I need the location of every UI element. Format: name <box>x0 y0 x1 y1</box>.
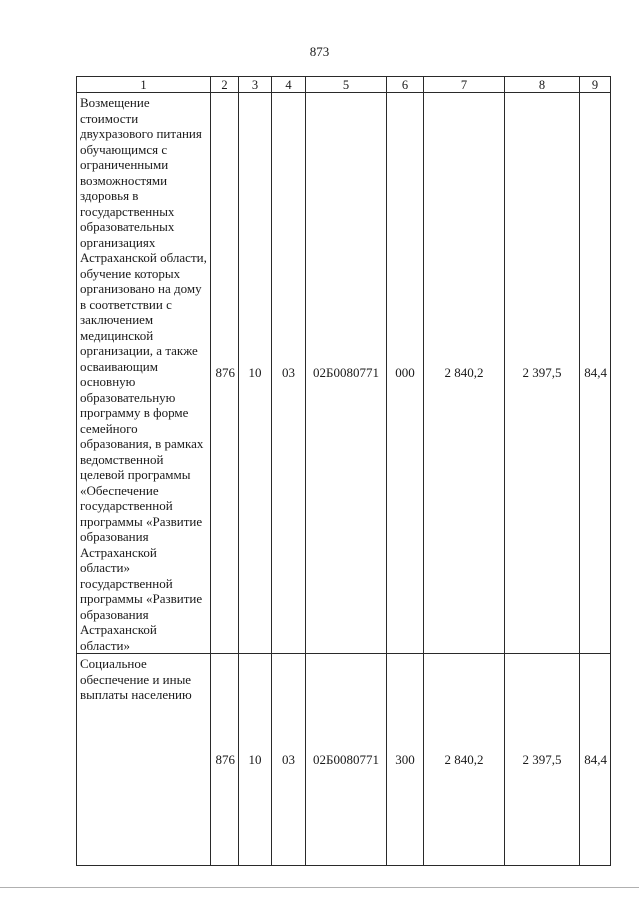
column-header: 6 <box>387 77 424 93</box>
page-number: 873 <box>309 44 330 59</box>
column-header: 1 <box>77 77 211 93</box>
cell-subsection: 03 <box>272 93 306 654</box>
cell-ministry-code: 876 <box>211 654 239 866</box>
cell-ministry-code: 876 <box>211 93 239 654</box>
row-description: Социальное обеспечение и иные выплаты населению <box>77 654 211 866</box>
column-header: 8 <box>505 77 580 93</box>
cell-expense-type: 300 <box>387 654 424 866</box>
cell-section: 10 <box>239 93 272 654</box>
column-header: 4 <box>272 77 306 93</box>
row-description: Возмещение стоимости двухразового питания обучающимся с ограниченными возможностями здоровья в государственных образовательных организациях Астраханской области, обучение которых организовано на дому в соответствии с заключением медицинской организации, а также осваивающим основную образовательную программу в форме семейного образования, в рамках ведомственной целевой программы «Обеспечение государственной программы «Развитие образования Астраханской области» государственной программы «Развитие образования Астраханской области» <box>77 93 211 654</box>
table-row <box>77 93 611 654</box>
cell-executed-amount: 2 397,5 <box>505 93 580 654</box>
column-header: 5 <box>306 77 387 93</box>
cell-target-article: 02Б0080771 <box>306 93 387 654</box>
column-header: 7 <box>424 77 505 93</box>
table-header-row <box>77 77 611 93</box>
cell-subsection: 03 <box>272 654 306 866</box>
cell-executed-amount: 2 397,5 <box>505 654 580 866</box>
table-row <box>77 654 611 866</box>
cell-expense-type: 000 <box>387 93 424 654</box>
column-header: 9 <box>580 77 611 93</box>
column-header: 2 <box>211 77 239 93</box>
cell-execution-percent: 84,4 <box>580 93 611 654</box>
page-bottom-rule <box>0 887 639 888</box>
budget-table <box>76 76 611 866</box>
column-header: 3 <box>239 77 272 93</box>
cell-planned-amount: 2 840,2 <box>424 654 505 866</box>
cell-section: 10 <box>239 654 272 866</box>
cell-execution-percent: 84,4 <box>580 654 611 866</box>
cell-target-article: 02Б0080771 <box>306 654 387 866</box>
cell-planned-amount: 2 840,2 <box>424 93 505 654</box>
